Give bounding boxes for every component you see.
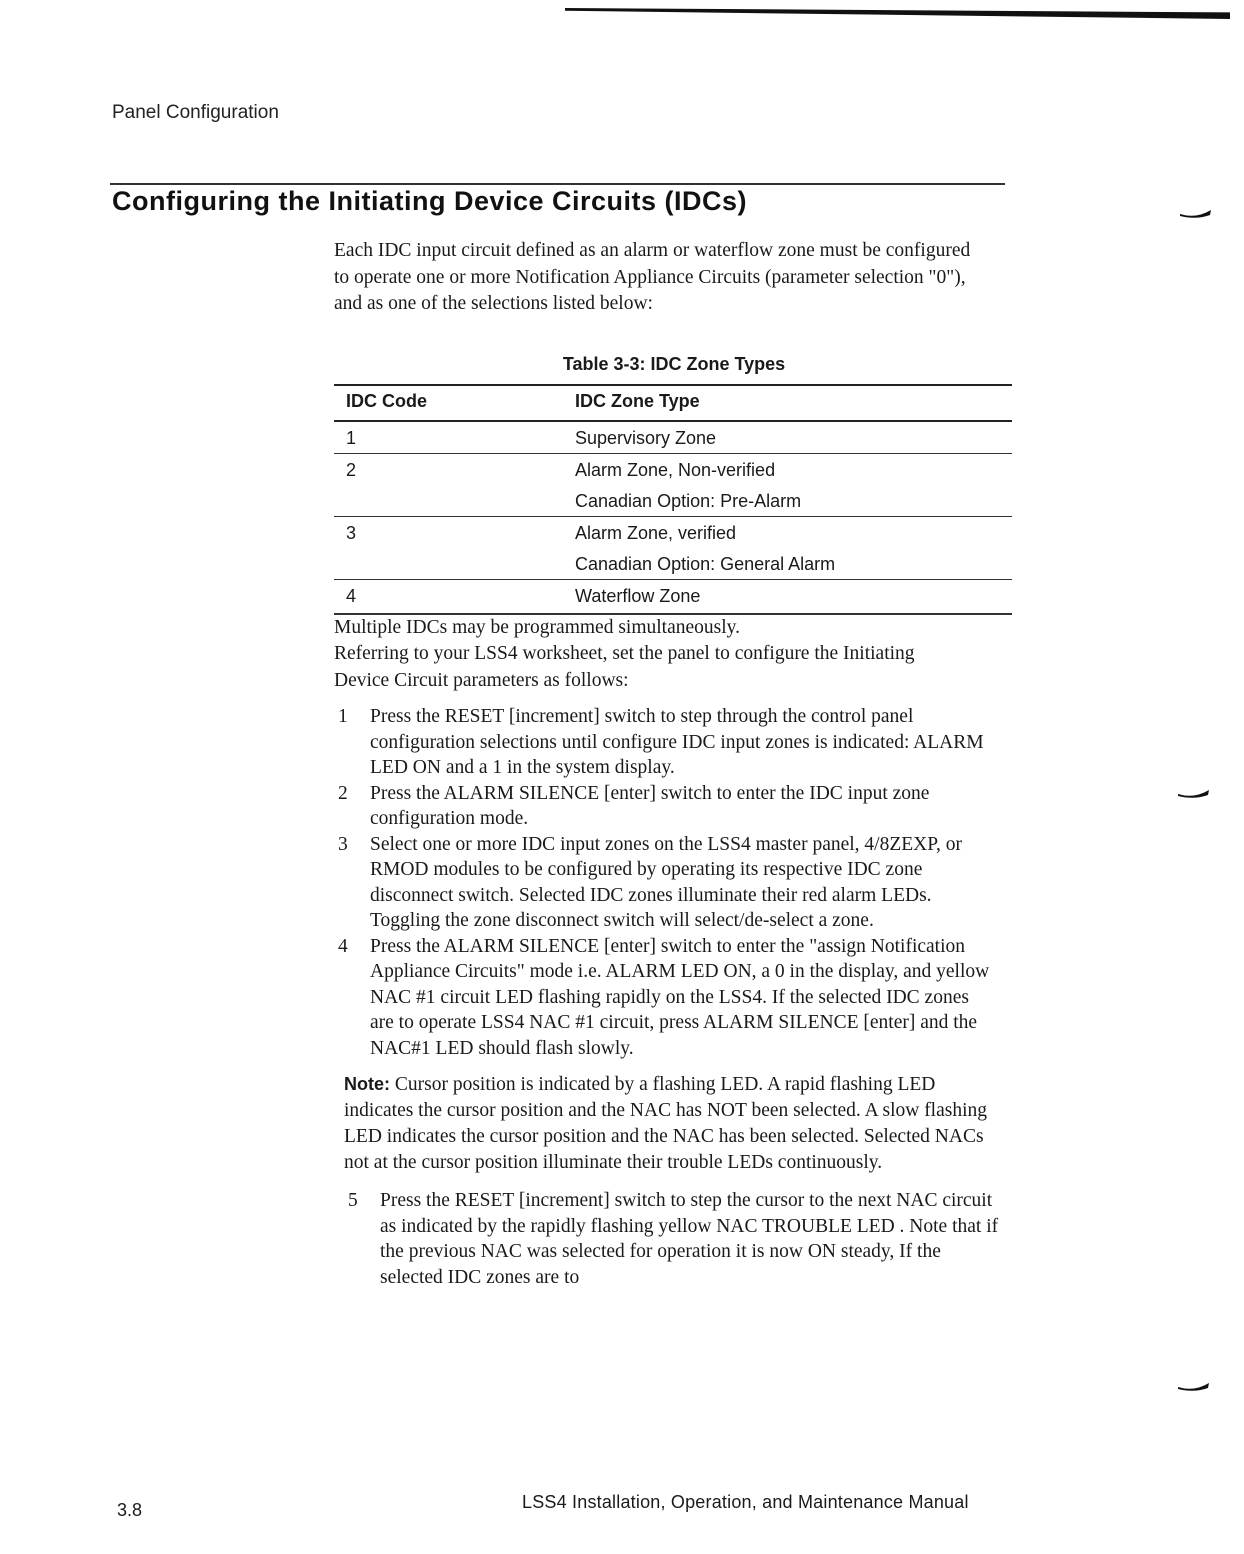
margin-tab-mark xyxy=(1180,210,1212,217)
section-rule xyxy=(110,183,1005,185)
step-text: Select one or more IDC input zones on the LSS4 master panel, 4/8ZEXP, or RMOD modules to be configured by operating its respective IDC zone disconnect switch. Selected IDC zones illuminate their red alarm LEDs. Toggling the zone disconnect switch will select/de-select a zone. xyxy=(370,833,962,931)
multiple-idcs-paragraph: Multiple IDCs may be programmed simultaneously. xyxy=(334,616,741,638)
scan-edge-bar xyxy=(565,8,1230,19)
idc-zone-type-cell: Waterflow Zone xyxy=(563,579,1012,614)
content-column xyxy=(334,238,1014,1290)
step-number: 2 xyxy=(338,782,348,804)
table-row xyxy=(334,548,1012,580)
step-number: 4 xyxy=(338,935,348,957)
step-number: 5 xyxy=(348,1190,358,1211)
table-title: Table 3-3: IDC Zone Types xyxy=(562,353,786,374)
idc-code-cell xyxy=(334,548,563,580)
margin-tab-mark xyxy=(1178,790,1210,797)
idc-zone-type-cell: Alarm Zone, verified xyxy=(563,516,1012,548)
idc-zone-type-cell: Supervisory Zone xyxy=(575,427,717,448)
note-block xyxy=(344,1071,1004,1176)
step-text: Press the RESET [increment] switch to step the cursor to the next NAC circuit as indicated by the rapidly flashing yellow NAC TROUBLE LED . Note that if the previous NAC was selected for operation it is now ON steady, If the selected IDC zones are to xyxy=(380,1190,999,1288)
col-header-idc-zone-type: IDC Zone Type xyxy=(563,385,1012,421)
idc-code-cell: 4 xyxy=(334,579,563,614)
worksheet-paragraph: Referring to your LSS4 worksheet, set the panel to configure the Initiating Device Circuit parameters as follows: xyxy=(334,643,915,691)
steps-list xyxy=(334,704,994,1061)
idc-zone-type-cell: Canadian Option: Pre-Alarm xyxy=(575,490,802,511)
idc-code-cell xyxy=(334,485,563,517)
step-number: 1 xyxy=(338,706,348,727)
page-number: 3.8 xyxy=(117,1500,143,1520)
table-row xyxy=(334,516,1012,548)
step-item xyxy=(334,832,994,934)
table-row xyxy=(334,579,1012,614)
running-header: Panel Configuration xyxy=(112,102,279,123)
step-number: 3 xyxy=(338,833,348,855)
idc-zone-type-cell: Canadian Option: General Alarm xyxy=(575,553,836,574)
idc-code-cell: 2 xyxy=(334,453,563,485)
step-item xyxy=(334,934,994,1062)
idc-code-cell: 3 xyxy=(334,516,563,548)
table-body xyxy=(334,421,1012,614)
table-row xyxy=(334,485,1012,517)
step-item xyxy=(344,1188,1004,1290)
margin-tab-mark xyxy=(1178,1383,1210,1390)
section-heading: Configuring the Initiating Device Circuits (IDCs) xyxy=(112,186,748,216)
step-text: Press the ALARM SILENCE [enter] switch to enter the "assign Notification Appliance Circuits" mode i.e. ALARM LED ON, a 0 in the display, and yellow NAC #1 circuit LED flashing rapidly on the LSS4. If the selected IDC zones are to operate LSS4 NAC #1 circuit, press ALARM SILENCE [enter] and the NAC#1 LED should flash slowly. xyxy=(370,935,990,1059)
note-label: Note: xyxy=(344,1074,390,1094)
table-header-row xyxy=(334,385,1012,421)
col-header-idc-code: IDC Code xyxy=(334,385,563,421)
step-item xyxy=(334,781,994,832)
idc-zone-type-cell: Alarm Zone, Non-verified xyxy=(563,453,1012,485)
table-row xyxy=(334,421,1012,454)
idc-zone-types-table xyxy=(334,384,1012,615)
note-text: Cursor position is indicated by a flashing LED. A rapid flashing LED indicates the cursor position and the NAC has NOT been selected. A slow flashing LED indicates the cursor position and the NAC has been selected. Selected NACs not at the cursor position illuminate their trouble LEDs continuously. xyxy=(344,1074,988,1173)
step-text: Press the RESET [increment] switch to step through the control panel configuration selections until configure IDC input zones is indicated: ALARM LED ON and a 1 in the system display. xyxy=(370,706,984,778)
idc-code-cell: 1 xyxy=(346,427,357,448)
step-item xyxy=(334,704,994,781)
intro-paragraph: Each IDC input circuit defined as an alarm or waterflow zone must be configured to operate one or more Notification Appliance Circuits (parameter selection "0"), and as one of the selections listed below: xyxy=(334,240,971,314)
step-text: Press the ALARM SILENCE [enter] switch to enter the IDC input zone configuration mode. xyxy=(370,782,930,829)
steps-list-continued xyxy=(344,1188,1004,1290)
footer-manual-title: LSS4 Installation, Operation, and Maintenance Manual xyxy=(522,1492,969,1512)
table-row xyxy=(334,453,1012,485)
